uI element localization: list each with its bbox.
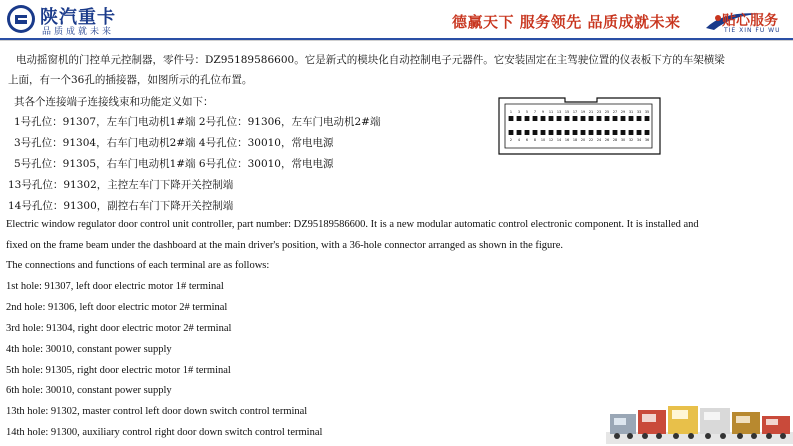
connector-hole [557,130,562,135]
en-intro-2: fixed on the frame beam under the dashboard at the main driver's position, with a 36-hole connector arranged as shown in the figure. [6,240,564,251]
connector-hole-number: 13 [556,110,562,114]
connector-hole [573,116,578,121]
connector-hole-number: 21 [588,110,594,114]
connector-hole-number: 7 [533,110,537,114]
connector-hole [533,116,538,121]
connector-hole-number: 12 [548,138,554,142]
slogan: 德赢天下 服务领先 品质成就未来 [452,13,681,31]
connector-hole [525,130,530,135]
connector-hole-number: 1 [509,110,513,114]
connector-hole-number: 14 [556,138,562,142]
connector-hole-number: 27 [612,110,618,114]
connector-hole [597,130,602,135]
connector-top-row [509,110,650,121]
connector-hole-number: 3 [517,110,521,114]
brand-name: 陕汽重卡 [40,7,116,28]
connector-hole [621,116,626,121]
connector-hole [589,130,594,135]
connector-hole [573,130,578,135]
en-item: 2nd hole: 91306, left door electric motor 2# terminal [6,302,228,313]
cn-row-3: 5号孔位：91305，右车门电动机1#端 6号孔位：30010，常电电源 [14,158,334,170]
connector-hole-number: 6 [525,138,529,142]
connector-hole [645,116,650,121]
connector-hole [613,130,618,135]
connector-hole-number: 28 [612,138,618,142]
connector-bottom-row [509,130,650,142]
connector-hole [517,116,522,121]
connector-hole [509,116,514,121]
en-item: 1st hole: 91307, left door electric motor 1# terminal [6,281,224,292]
en-item: 6th hole: 30010, constant power supply [6,385,172,396]
connector-hole-number: 8 [533,138,537,142]
connector-hole-number: 19 [580,110,586,114]
connector-hole [557,116,562,121]
en-item: 14th hole: 91300, auxiliary control right door down switch control terminal [6,427,323,438]
en-item: 4th hole: 30010, constant power supply [6,344,172,355]
connector-hole [621,130,626,135]
connector-hole [509,130,514,135]
connector-hole-number: 29 [620,110,626,114]
connector-hole-number: 17 [572,110,578,114]
brand-tagline: 品质成就未来 [42,27,115,37]
connector-hole-number: 4 [517,138,521,142]
connector-hole [565,130,570,135]
cn-list-title: 其各个连接端子连接线束和功能定义如下： [14,96,214,108]
connector-hole [629,116,634,121]
connector-hole [549,116,554,121]
connector-hole [637,116,642,121]
connector-hole-number: 9 [541,110,545,114]
connector-hole [637,130,642,135]
service-logo [704,8,790,36]
en-intro-1: Electric window regulator door control unit controller, part number: DZ95189586600. It is a new modular automatic control electronic component. It is installed and [6,219,699,230]
connector-hole-number: 10 [540,138,546,142]
connector-hole [605,116,610,121]
cn-row-5: 14号孔位：91300，副控右车门下降开关控制端 [8,200,234,212]
connector-hole [517,130,522,135]
connector-hole [581,130,586,135]
connector-hole [629,130,634,135]
en-item: 3rd hole: 91304, right door electric motor 2# terminal [6,323,232,334]
connector-hole [589,116,594,121]
header-divider-shadow [0,40,793,41]
en-list-title: The connections and functions of each terminal are as follows: [6,260,270,271]
shaanxi-logo-icon [6,4,36,34]
connector-diagram [497,96,662,156]
connector-hole [581,116,586,121]
connector-hole-number: 24 [596,138,602,142]
connector-hole-number: 31 [628,110,634,114]
connector-hole-number: 33 [636,110,642,114]
connector-hole [613,116,618,121]
cn-intro-2: 上面，有一个36孔的插接器，如图所示的孔位布置。 [8,74,253,86]
connector-hole-number: 11 [548,110,554,114]
cn-row-4: 13号孔位：91302，主控左车门下降开关控制端 [8,179,234,191]
connector-hole-number: 23 [596,110,602,114]
connector-hole-number: 32 [628,138,634,142]
connector-hole-number: 35 [644,110,650,114]
service-brand: 贴心服务 [722,13,778,29]
connector-hole [541,116,546,121]
connector-hole-number: 26 [604,138,610,142]
connector-hole-number: 25 [604,110,610,114]
page-header [0,0,793,38]
connector-hole-number: 18 [572,138,578,142]
connector-hole-number: 15 [564,110,570,114]
connector-hole-number: 20 [580,138,586,142]
connector-hole-number: 22 [588,138,594,142]
connector-hole [565,116,570,121]
trucks-image [606,392,793,444]
en-item: 5th hole: 91305, right door electric motor 1# terminal [6,365,231,376]
connector-hole [549,130,554,135]
connector-hole-number: 36 [644,138,650,142]
en-item: 13th hole: 91302, master control left door down switch control terminal [6,406,308,417]
connector-hole [605,130,610,135]
connector-hole [597,116,602,121]
cn-row-2: 3号孔位：91304，右车门电动机2#端 4号孔位：30010，常电电源 [14,137,334,149]
connector-hole-number: 16 [564,138,570,142]
cn-row-1: 1号孔位：91307，左车门电动机1#端 2号孔位：91306，左车门电动机2#端 [14,116,381,128]
connector-hole-number: 2 [509,138,513,142]
connector-hole [645,130,650,135]
service-brand-pinyin: TIE XIN FU WU [724,27,781,34]
connector-hole-number: 30 [620,138,626,142]
connector-hole [533,130,538,135]
connector-hole [525,116,530,121]
cn-intro-1: 电动摇窗机的门控单元控制器，零件号：DZ95189586600。它是新式的模块化自动控制电子元器件。它安装固定在主驾驶位置的仪表板下方的车架横梁 [16,54,725,66]
connector-hole-number: 5 [525,110,529,114]
connector-hole-number: 34 [636,138,642,142]
connector-hole [541,130,546,135]
